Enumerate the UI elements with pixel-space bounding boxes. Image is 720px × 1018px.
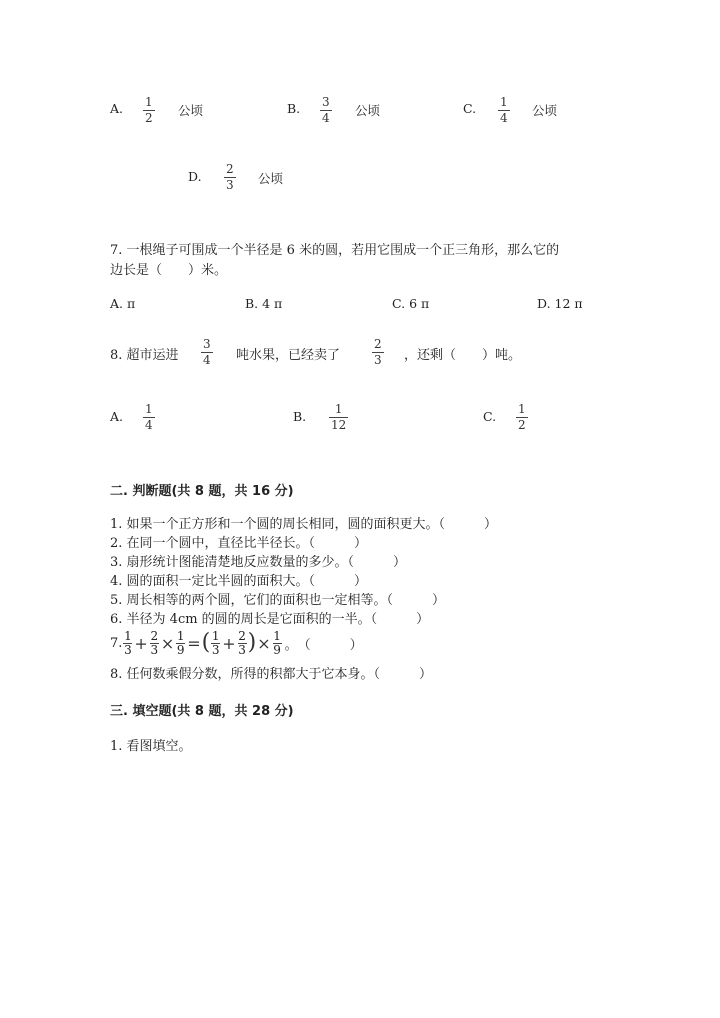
section2-item-3: 3. 扇形统计图能清楚地反应数量的多少。（ ） — [110, 555, 407, 570]
q6-option-d-numerator: 2 — [226, 162, 234, 176]
q7-text-line1: 7. 一根绳子可围成一个半径是 6 米的圆，若用它围成一个正三角形，那么它的 — [110, 243, 560, 258]
q8-text-suffix: ，还剩（ ）吨。 — [404, 348, 522, 363]
section2-item-6: 6. 半径为 4cm 的圆的周长是它面积的一半。（ ） — [110, 612, 430, 627]
q6-option-d-unit: 公顷 — [258, 171, 284, 186]
q8-option-c-numerator: 1 — [518, 402, 526, 416]
q6-option-b-unit: 公顷 — [355, 103, 381, 118]
q8-fraction-1 — [201, 337, 213, 368]
item7-equals-sign: = — [187, 633, 201, 653]
q6-option-b-numerator: 3 — [322, 95, 330, 109]
item7-fraction-f-numerator: 1 — [273, 628, 281, 643]
q7-option-b: B. 4 π — [245, 296, 283, 311]
q6-option-c-numerator: 1 — [500, 95, 508, 109]
q6-option-d-label: D. — [188, 169, 202, 184]
q8-fraction-2-denominator: 3 — [374, 353, 382, 367]
q8-option-b-label: B. — [293, 409, 307, 424]
item7-fraction-a — [123, 630, 132, 657]
item7-fraction-e — [238, 630, 247, 657]
section3-title: 三. 填空题(共 8 题，共 28 分) — [110, 704, 294, 719]
section3-item-1: 1. 看图填空。 — [110, 739, 192, 754]
q7-text-line2: 边长是（ ）米。 — [110, 263, 228, 278]
section2-item-7 — [110, 626, 363, 660]
q8-option-b-fraction — [329, 402, 348, 433]
q6-option-a-label: A. — [110, 101, 124, 116]
q8-option-c-fraction — [516, 402, 528, 433]
item7-fraction-a-numerator: 1 — [124, 628, 132, 643]
q8-option-a-numerator: 1 — [145, 402, 153, 416]
item7-times-sign-2: × — [257, 633, 271, 653]
q8-option-a-denominator: 4 — [145, 418, 153, 432]
q7-option-a: A. π — [110, 296, 136, 311]
item7-fraction-b-numerator: 2 — [150, 628, 159, 643]
item7-fraction-b — [150, 630, 159, 657]
section2-title: 二. 判断题(共 8 题，共 16 分) — [110, 484, 294, 499]
q6-option-b-denominator: 4 — [322, 111, 330, 125]
q6-option-a-numerator: 1 — [145, 95, 153, 109]
q6-option-c-fraction — [498, 95, 510, 126]
item7-fraction-c-numerator: 1 — [176, 628, 185, 643]
item7-right-paren: ) — [247, 630, 257, 655]
section2-item-1: 1. 如果一个正方形和一个圆的周长相同，圆的面积更大。（ ） — [110, 517, 498, 532]
q7-option-d: D. 12 π — [537, 296, 583, 311]
q8-fraction-1-numerator: 3 — [203, 337, 211, 351]
q8-option-b-denominator: 12 — [331, 418, 347, 432]
item7-fraction-e-numerator: 2 — [238, 628, 246, 643]
section2-item-2: 2. 在同一个圆中，直径比半径长。（ ） — [110, 536, 368, 551]
item7-fraction-a-denominator: 3 — [124, 642, 132, 657]
q8-text-prefix: 8. 超市运进 — [110, 348, 179, 363]
q8-option-c-label: C. — [483, 409, 497, 424]
q6-option-d-denominator: 3 — [226, 178, 234, 192]
section2-item-7-number: 7. — [110, 635, 123, 651]
q8-option-c-denominator: 2 — [518, 418, 526, 432]
q6-option-c-unit: 公顷 — [532, 103, 558, 118]
q6-option-c-label: C. — [463, 101, 477, 116]
item7-fraction-f-denominator: 9 — [273, 642, 281, 657]
q8-fraction-2 — [372, 337, 384, 368]
item7-fraction-c — [176, 630, 185, 657]
q8-option-a-label: A. — [110, 409, 124, 424]
q6-option-b-label: B. — [287, 101, 301, 116]
q6-option-a-unit: 公顷 — [178, 103, 204, 118]
item7-plus-sign-2: + — [222, 633, 236, 653]
q6-option-d-fraction — [224, 162, 236, 193]
section2-item-7-tail: 。 （ ） — [284, 637, 363, 653]
item7-fraction-d-numerator: 1 — [211, 628, 220, 643]
q6-option-a-denominator: 2 — [145, 111, 153, 125]
q8-option-b-numerator: 1 — [334, 402, 343, 416]
q8-fraction-1-denominator: 4 — [203, 353, 211, 367]
q6-option-a-fraction — [143, 95, 155, 126]
q8-fraction-2-numerator: 2 — [374, 337, 382, 351]
q6-option-b-fraction — [320, 95, 332, 126]
section2-item-5: 5. 周长相等的两个圆，它们的面积也一定相等。（ ） — [110, 593, 446, 608]
section2-item-4: 4. 圆的面积一定比半圆的面积大。（ ） — [110, 574, 368, 589]
item7-fraction-b-denominator: 3 — [150, 642, 159, 657]
q7-option-c: C. 6 π — [392, 296, 430, 311]
q8-option-a-fraction — [143, 402, 155, 433]
q8-text-middle: 吨水果，已经卖了 — [236, 348, 341, 363]
section2-item-8: 8. 任何数乘假分数，所得的积都大于它本身。（ ） — [110, 667, 433, 682]
item7-fraction-e-denominator: 3 — [238, 642, 246, 657]
item7-plus-sign: + — [134, 633, 148, 653]
q6-option-c-denominator: 4 — [500, 111, 508, 125]
item7-times-sign: × — [160, 633, 175, 653]
item7-left-paren: ( — [201, 630, 211, 655]
item7-fraction-d-denominator: 3 — [211, 642, 220, 657]
item7-fraction-d — [211, 630, 220, 657]
item7-fraction-f — [273, 630, 282, 657]
item7-fraction-c-denominator: 9 — [176, 642, 185, 657]
